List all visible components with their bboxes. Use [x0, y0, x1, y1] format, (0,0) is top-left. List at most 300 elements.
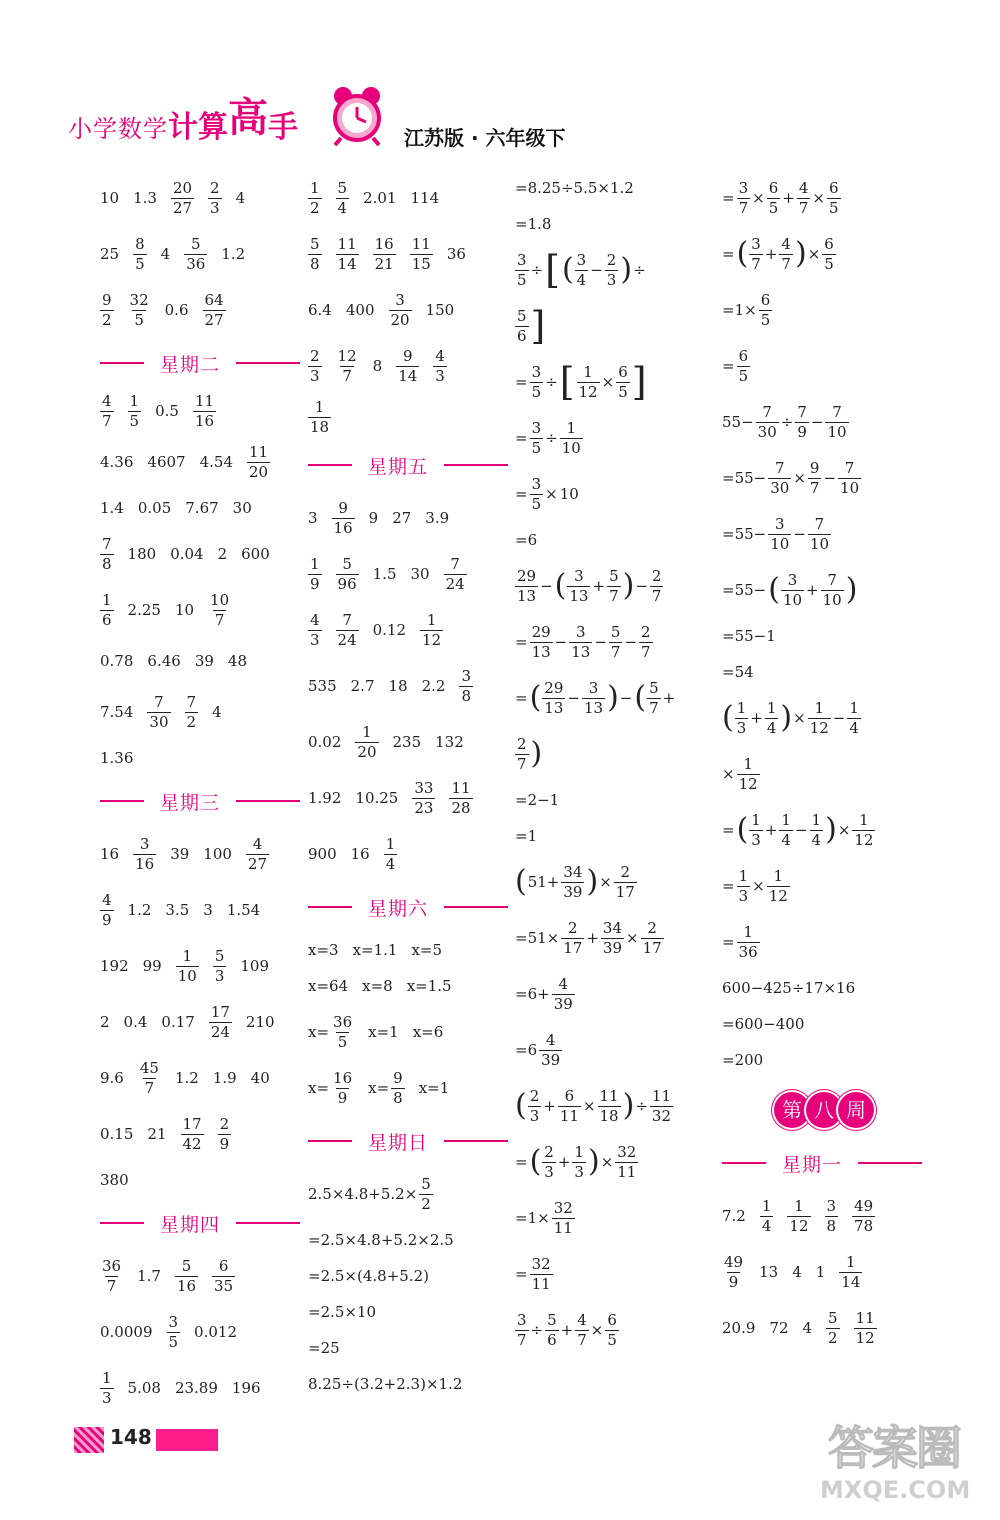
- fraction: $\frac{7}{10}$: [809, 514, 829, 553]
- operator: +: [782, 189, 795, 207]
- operator: +: [557, 1153, 571, 1171]
- answer-value: 3: [308, 509, 318, 527]
- fraction: $\frac{1}{20}$: [357, 722, 377, 761]
- answer-value: 1.5: [372, 565, 397, 583]
- fraction: $\frac{36}{7}$: [102, 1256, 122, 1295]
- operator: =: [722, 189, 735, 207]
- calc-step: [722, 690, 922, 746]
- close-paren: ): [620, 252, 633, 287]
- fraction: $\frac{34}{39}$: [602, 918, 622, 957]
- calc-step: [722, 338, 922, 394]
- close-paren: ): [622, 568, 635, 603]
- week-badge: [774, 1092, 870, 1128]
- operator: +: [592, 577, 606, 595]
- section-heading-thursday: 星期四: [100, 1198, 300, 1248]
- operator: ÷: [545, 429, 558, 447]
- answer-row: [308, 1060, 508, 1116]
- expression: 8.25÷(3.2+2.3)×1.2: [308, 1375, 463, 1393]
- answer-row: [100, 1248, 300, 1304]
- calc-step: [515, 354, 715, 410]
- fraction: $\frac{6}{5}$: [760, 290, 771, 329]
- answer-row: [100, 170, 300, 226]
- section-heading-saturday: 星期六: [308, 882, 508, 932]
- expression: 2.5×4.8+5.2×: [308, 1185, 418, 1203]
- fraction: $\frac{5}{6}$: [547, 1310, 557, 1349]
- answer-row: [308, 394, 508, 440]
- fraction: $\frac{1}{2}$: [310, 178, 320, 217]
- open-paren: (: [529, 680, 542, 715]
- answer-row: [100, 1106, 300, 1162]
- fraction: $\frac{9}{8}$: [393, 1068, 403, 1107]
- fraction: $\frac{1}{4}$: [781, 810, 791, 849]
- operator: =: [722, 877, 735, 895]
- operator: ×: [837, 821, 851, 839]
- answer-value: 0.05: [137, 499, 172, 517]
- operator: −: [793, 525, 806, 543]
- answer-value: 600: [241, 545, 270, 563]
- fraction: $\frac{5}{4}$: [337, 178, 348, 217]
- fraction: $\frac{2}{17}$: [642, 918, 662, 957]
- fraction: $\frac{1}{14}$: [841, 1252, 861, 1291]
- fraction: $\frac{11}{32}$: [651, 1086, 671, 1125]
- fraction: $\frac{3}{10}$: [770, 514, 790, 553]
- operator: =: [515, 1265, 528, 1283]
- fraction: $\frac{9}{16}$: [333, 498, 353, 537]
- open-paren: (: [554, 568, 567, 603]
- fraction: $\frac{3}{16}$: [135, 834, 155, 873]
- answer-value: 7.2: [722, 1207, 746, 1225]
- fraction: $\frac{1}{10}$: [177, 946, 197, 985]
- fraction: $\frac{16}{9}$: [333, 1068, 353, 1107]
- answer-row: [308, 658, 508, 714]
- calc-step: [515, 910, 715, 966]
- operator: ×: [722, 765, 735, 783]
- fraction: $\frac{36}{5}$: [333, 1012, 353, 1051]
- answer-row: [308, 226, 508, 282]
- operator: =: [515, 485, 528, 503]
- answer-value: 0.12: [372, 621, 407, 639]
- fraction: $\frac{4}{39}$: [553, 974, 573, 1013]
- answer-row: [722, 1244, 922, 1300]
- answer-row: [308, 714, 508, 770]
- expression: =2.5×10: [308, 1303, 377, 1321]
- expression: =8.25÷5.5×1.2: [515, 179, 634, 197]
- page-bar: [156, 1429, 218, 1451]
- expression: 600−425÷17×16: [722, 979, 856, 997]
- fraction: $\frac{1}{36}$: [738, 922, 758, 961]
- answer-row: [100, 282, 300, 338]
- fraction: $\frac{5}{36}$: [186, 234, 206, 273]
- fraction: $\frac{17}{24}$: [210, 1002, 230, 1041]
- answer-value: 1.3: [133, 189, 157, 207]
- expression: =200: [722, 1051, 764, 1069]
- fraction: $\frac{32}{11}$: [553, 1198, 573, 1237]
- fraction: $\frac{3}{7}$: [517, 1310, 527, 1349]
- watermark: [820, 1412, 990, 1512]
- operator: ÷: [545, 373, 558, 391]
- fraction: $\frac{4}{27}$: [247, 834, 268, 873]
- answer-value: 0.17: [161, 1013, 195, 1031]
- section-heading-wednesday: 星期三: [100, 776, 300, 826]
- answer-value: 0.6: [164, 301, 189, 319]
- operator: +: [806, 581, 819, 599]
- fraction: $\frac{3}{13}$: [569, 566, 589, 605]
- answer-value: 0.15: [100, 1125, 134, 1143]
- fraction: $\frac{7}{10}$: [822, 570, 842, 609]
- open-bracket: [: [545, 248, 560, 292]
- fraction: $\frac{4}{39}$: [541, 1030, 561, 1069]
- close-paren: ): [825, 812, 837, 847]
- open-paren: (: [634, 680, 647, 715]
- operator: +: [543, 1097, 556, 1115]
- answer-value: 3.5: [165, 901, 190, 919]
- fraction: $\frac{2}{3}$: [310, 346, 320, 385]
- answer-row: [100, 684, 300, 740]
- fraction: $\frac{5}{2}$: [421, 1174, 431, 1213]
- calc-step: [515, 670, 715, 726]
- answer-row: [722, 1188, 922, 1244]
- operator: =: [515, 1153, 528, 1171]
- answer-value: 36: [446, 245, 466, 263]
- expression: 10: [559, 485, 579, 503]
- answer-value: x=64: [308, 977, 349, 995]
- operator: =: [515, 373, 528, 391]
- answer-value: 4: [212, 703, 222, 721]
- fraction: $\frac{49}{78}$: [854, 1196, 874, 1235]
- answer-value: 4: [802, 1319, 813, 1337]
- fraction: $\frac{4}{7}$: [798, 178, 809, 217]
- answer-value: 1.2: [174, 1069, 199, 1087]
- answer-value: 6.46: [147, 652, 181, 670]
- answer-value: 2.2: [421, 677, 446, 695]
- answer-row: [308, 602, 508, 658]
- fraction: $\frac{3}{8}$: [826, 1196, 837, 1235]
- answer-value: 5.08: [127, 1379, 161, 1397]
- fraction: $\frac{10}{7}$: [210, 590, 230, 629]
- operator: ×: [590, 1321, 604, 1339]
- fraction: $\frac{3}{8}$: [461, 666, 471, 705]
- answer-value: 0.78: [100, 652, 134, 670]
- calc-step: [722, 858, 922, 914]
- fraction: $\frac{45}{7}$: [139, 1058, 159, 1097]
- open-paren: (: [561, 252, 574, 287]
- close-paren: ): [780, 700, 793, 735]
- answer-value: 8: [372, 357, 383, 375]
- close-paren: ): [586, 864, 599, 899]
- fraction: $\frac{3}{5}$: [531, 362, 542, 401]
- answer-value: 114: [410, 189, 440, 207]
- section-heading-tuesday: 星期二: [100, 338, 300, 388]
- answer-value: 48: [227, 652, 247, 670]
- answer-value: 0.04: [170, 545, 204, 563]
- fraction: $\frac{2}{3}$: [544, 1142, 554, 1181]
- expression: =2.5×4.8+5.2×2.5: [308, 1231, 454, 1249]
- operator: ÷: [530, 261, 544, 279]
- calc-step: [515, 410, 715, 466]
- answer-column-4: [722, 170, 922, 1356]
- answer-column-1: [100, 170, 300, 1416]
- fraction: $\frac{9}{14}$: [398, 346, 418, 385]
- answer-value: 1.54: [226, 901, 261, 919]
- operator: ×: [752, 189, 765, 207]
- fraction: $\frac{1}{12}$: [422, 610, 442, 649]
- alarm-clock-icon: [321, 84, 391, 146]
- answer-value: x=1.1: [352, 941, 398, 959]
- answer-value: 535: [308, 677, 337, 695]
- answer-row: [100, 1050, 300, 1106]
- operator: =: [722, 357, 735, 375]
- answer-value: 235: [392, 733, 422, 751]
- fraction: $\frac{32}{5}$: [129, 290, 149, 329]
- open-paren: (: [515, 864, 527, 899]
- fraction: $\frac{1}{12}$: [854, 810, 874, 849]
- expression: =6+: [515, 985, 550, 1003]
- answer-value: 7.54: [100, 703, 134, 721]
- answer-value: 3.9: [425, 509, 450, 527]
- calc-step: [515, 782, 715, 818]
- answer-row: [100, 638, 300, 684]
- answer-row: [100, 582, 300, 638]
- answer-value: 9.6: [100, 1069, 124, 1087]
- close-paren: ): [845, 572, 858, 607]
- section-heading-friday: 星期五: [308, 440, 508, 490]
- open-paren: (: [768, 572, 780, 607]
- fraction: $\frac{5}{7}$: [649, 678, 659, 717]
- answer-value: 150: [425, 301, 455, 319]
- fraction: $\frac{4}{7}$: [102, 391, 112, 430]
- calc-step: [515, 242, 715, 298]
- answer-value: 27: [392, 509, 412, 527]
- open-paren: (: [515, 1088, 527, 1123]
- answer-value: 30: [410, 565, 430, 583]
- answer-value: 1: [815, 1263, 826, 1281]
- expression: 51+: [527, 873, 560, 891]
- answer-row: [308, 826, 508, 882]
- calc-step: [515, 558, 715, 614]
- fraction: $\frac{1}{12}$: [768, 866, 788, 905]
- expression: =25: [308, 1339, 340, 1357]
- answer-value: 2.01: [363, 189, 397, 207]
- answer-value: 30: [232, 499, 252, 517]
- fraction: $\frac{2}{17}$: [563, 918, 583, 957]
- expression: 55−: [722, 413, 754, 431]
- calc-step: [308, 1222, 508, 1258]
- answer-value: 196: [231, 1379, 261, 1397]
- operator: −: [590, 261, 603, 279]
- fraction: $\frac{1}{4}$: [849, 698, 859, 737]
- fraction: $\frac{1}{6}$: [102, 590, 112, 629]
- answer-value: 7.67: [185, 499, 219, 517]
- fraction: $\frac{11}{15}$: [411, 234, 431, 273]
- operator: −: [567, 689, 580, 707]
- answer-value: 1.9: [212, 1069, 237, 1087]
- answer-value: 400: [345, 301, 375, 319]
- fraction: $\frac{3}{20}$: [390, 290, 410, 329]
- fraction: $\frac{6}{5}$: [738, 346, 749, 385]
- fraction: $\frac{3}{7}$: [751, 234, 761, 273]
- fraction: $\frac{34}{39}$: [563, 862, 583, 901]
- fraction: $\frac{1}{10}$: [561, 418, 581, 457]
- answer-value: 380: [100, 1171, 129, 1189]
- answer-row: [100, 388, 300, 434]
- calc-step: [722, 618, 922, 654]
- answer-value: 900: [308, 845, 337, 863]
- fraction: $\frac{11}{20}$: [249, 442, 269, 481]
- expression: =54: [722, 663, 754, 681]
- fraction: $\frac{5}{6}$: [517, 306, 527, 345]
- calc-step: [722, 970, 922, 1006]
- fraction: $\frac{11}{18}$: [599, 1086, 619, 1125]
- operator: =: [722, 245, 735, 263]
- open-paren: (: [736, 812, 749, 847]
- answer-row: [100, 994, 300, 1050]
- operator: +: [764, 821, 778, 839]
- answer-value: x=1: [368, 1023, 399, 1041]
- answer-value: 3: [203, 901, 213, 919]
- fraction: $\frac{33}{23}$: [414, 778, 434, 817]
- answer-value: 192: [100, 957, 129, 975]
- fraction: $\frac{4}{3}$: [310, 610, 320, 649]
- calc-step: [515, 170, 715, 206]
- answer-row: [100, 1162, 300, 1198]
- calc-step: [722, 394, 922, 450]
- operator: +: [764, 245, 778, 263]
- calc-step: [515, 206, 715, 242]
- fraction: $\frac{1}{12}$: [738, 754, 758, 793]
- fraction: $\frac{7}{8}$: [102, 534, 112, 573]
- open-paren: (: [529, 1144, 542, 1179]
- answer-value: 1.92: [308, 789, 342, 807]
- answer-row: [308, 770, 508, 826]
- book-title: [68, 92, 298, 149]
- operator: =: [722, 821, 735, 839]
- answer-value: x=1.5: [406, 977, 452, 995]
- answer-value: 18: [388, 677, 408, 695]
- operator: =: [515, 689, 528, 707]
- calc-step: [722, 282, 922, 338]
- fraction: $\frac{1}{3}$: [574, 1142, 584, 1181]
- calc-step: [722, 914, 922, 970]
- answer-value: x=5: [411, 941, 443, 959]
- calc-step: [722, 1042, 922, 1078]
- answer-value: 13: [759, 1263, 779, 1281]
- answer-value: 109: [240, 957, 270, 975]
- answer-value: 1.4: [100, 499, 124, 517]
- fraction: $\frac{12}{7}$: [337, 346, 357, 385]
- answer-row: [100, 434, 300, 490]
- fraction: $\frac{7}{30}$: [770, 458, 790, 497]
- expression: =6: [515, 1041, 538, 1059]
- calc-step: [515, 1246, 715, 1302]
- answer-value: 6.4: [308, 301, 332, 319]
- calc-step: [722, 170, 922, 226]
- answer-value: 2: [217, 545, 228, 563]
- fraction: $\frac{1}{4}$: [385, 834, 396, 873]
- fraction: $\frac{3}{10}$: [782, 570, 803, 609]
- fraction: $\frac{1}{4}$: [761, 1196, 772, 1235]
- expression: =1×: [515, 1209, 550, 1227]
- fraction: $\frac{11}{14}$: [337, 234, 357, 273]
- week-badge-char: 第: [774, 1092, 810, 1128]
- page-footer: [74, 1425, 224, 1455]
- answer-value: 10.25: [355, 789, 399, 807]
- answer-row: [308, 490, 508, 546]
- answer-value: 10: [100, 189, 120, 207]
- answer-value: 39: [194, 652, 214, 670]
- fraction: $\frac{32}{11}$: [531, 1254, 551, 1293]
- expression: =55−: [722, 469, 767, 487]
- fraction: $\frac{5}{7}$: [610, 622, 621, 661]
- operator: −: [624, 633, 638, 651]
- fraction: $\frac{5}{96}$: [337, 554, 357, 593]
- fraction: $\frac{2}{7}$: [641, 622, 651, 661]
- answer-value: 25: [100, 245, 120, 263]
- answer-value: x=6: [412, 1023, 444, 1041]
- answer-row: [100, 938, 300, 994]
- calc-step: [308, 1258, 508, 1294]
- answer-value: 4: [160, 245, 171, 263]
- operator: −: [540, 577, 553, 595]
- fraction: $\frac{11}{12}$: [855, 1308, 875, 1347]
- answer-value: x=: [308, 1023, 330, 1041]
- answer-row: [100, 226, 300, 282]
- fraction: $\frac{1}{3}$: [738, 866, 749, 905]
- answer-value: 4: [792, 1263, 802, 1281]
- week-badge-char: 周: [838, 1092, 874, 1128]
- expression: =55−: [722, 525, 767, 543]
- operator: =: [515, 429, 528, 447]
- answer-row: [308, 338, 508, 394]
- book-header: [68, 92, 628, 152]
- answer-row: [308, 932, 508, 968]
- fraction: $\frac{7}{30}$: [757, 402, 777, 441]
- answer-value: 9: [368, 509, 379, 527]
- fraction: $\frac{3}{5}$: [168, 1312, 179, 1351]
- calc-step: [515, 1022, 715, 1078]
- operator: ×: [601, 373, 615, 391]
- fraction: $\frac{9}{2}$: [102, 290, 112, 329]
- operator: ×: [793, 709, 806, 727]
- calc-step: [722, 746, 922, 802]
- close-paren: ): [794, 236, 807, 271]
- operator: ×: [545, 485, 558, 503]
- operator: +: [560, 1321, 574, 1339]
- answer-value: 20.9: [722, 1319, 756, 1337]
- answer-value: 100: [203, 845, 232, 863]
- fraction: $\frac{7}{24}$: [445, 554, 465, 593]
- fraction: $\frac{5}{8}$: [310, 234, 320, 273]
- close-paren: ): [622, 1088, 635, 1123]
- answer-value: x=: [368, 1079, 390, 1097]
- answer-value: 40: [250, 1069, 270, 1087]
- fraction: $\frac{4}{7}$: [577, 1310, 587, 1349]
- answer-row: [722, 1300, 922, 1356]
- close-paren: ): [530, 736, 543, 771]
- fraction: $\frac{2}{3}$: [210, 178, 220, 217]
- answer-row: [100, 490, 300, 526]
- calc-step: [722, 506, 922, 562]
- fraction: $\frac{2}{7}$: [517, 734, 527, 773]
- fraction: $\frac{16}{21}$: [374, 234, 394, 273]
- fraction: $\frac{17}{42}$: [182, 1114, 202, 1153]
- expression: =1×: [722, 301, 757, 319]
- fraction: $\frac{49}{9}$: [724, 1252, 744, 1291]
- fraction: $\frac{3}{5}$: [517, 250, 527, 289]
- calc-step: [515, 522, 715, 558]
- answer-value: 210: [245, 1013, 275, 1031]
- answer-value: 0.02: [308, 733, 342, 751]
- calc-step: [515, 966, 715, 1022]
